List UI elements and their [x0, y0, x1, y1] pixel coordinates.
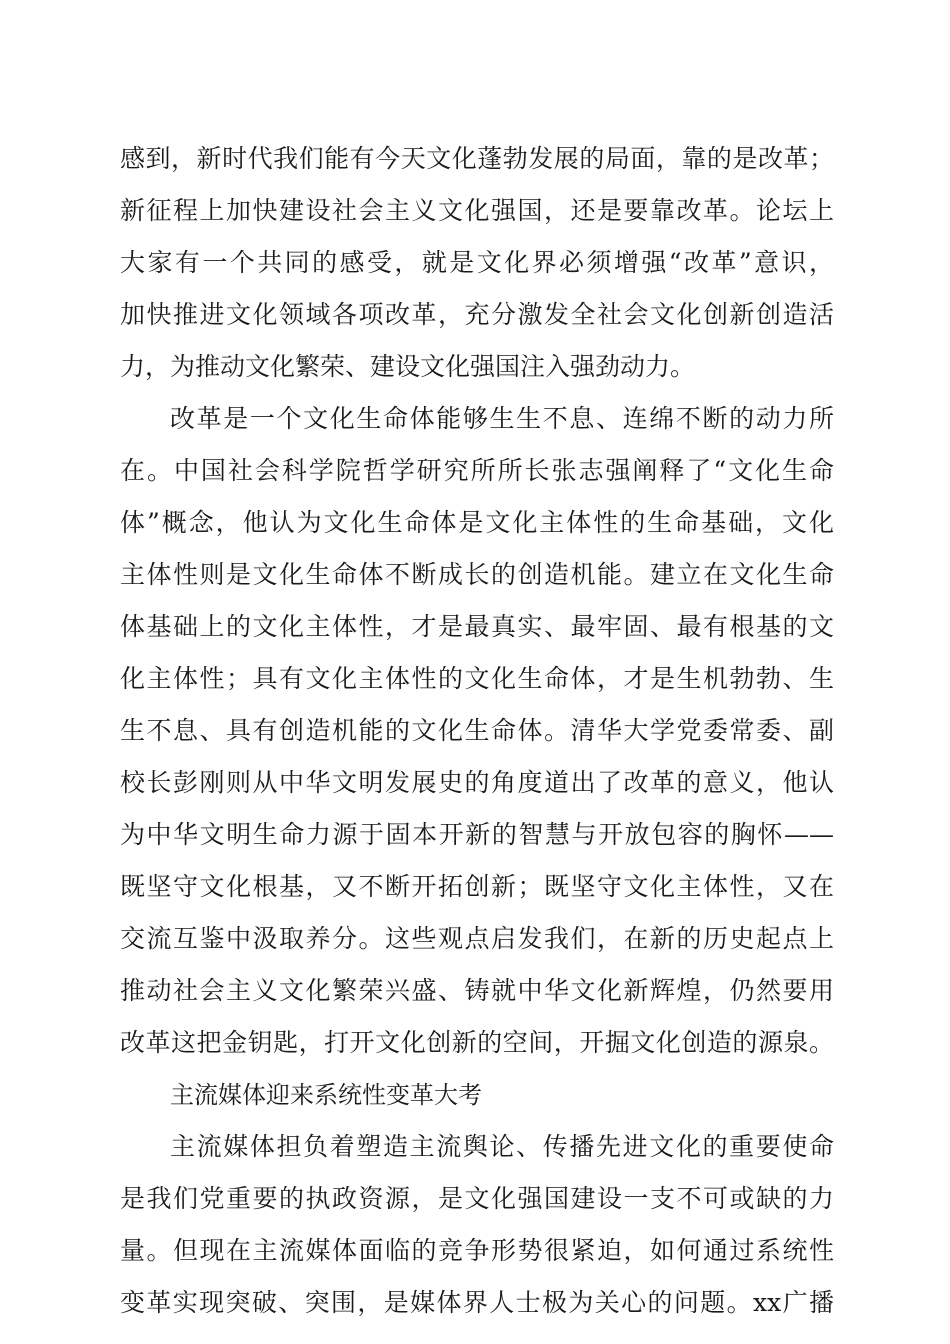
text-line: 为中华文明生命力源于固本开新的智慧与开放包容的胸怀—— — [120, 820, 834, 849]
text-line: 量。但现在主流媒体面临的竞争形势很紧迫，如何通过系统性 — [120, 1236, 834, 1265]
text-line: 校长彭刚则从中华文明发展史的角度道出了改革的意义，他认 — [120, 768, 834, 797]
text-line: 力，为推动文化繁荣、建设文化强国注入强劲动力。 — [120, 352, 696, 381]
paragraph-start-line: 改革是一个文化生命体能够生生不息、连绵不断的动力所 — [170, 404, 834, 433]
text-line: 体”概念，他认为文化生命体是文化主体性的生命基础，文化 — [120, 508, 834, 537]
text-line: 交流互鉴中汲取养分。这些观点启发我们，在新的历史起点上 — [120, 924, 834, 953]
text-line: 变革实现突破、突围，是媒体界人士极为关心的问题。xx广播 — [120, 1288, 834, 1317]
section-heading: 主流媒体迎来系统性变革大考 — [170, 1081, 482, 1109]
text-line: 体基础上的文化主体性，才是最真实、最牢固、最有根基的文 — [120, 612, 834, 641]
text-line: 加快推进文化领域各项改革，充分激发全社会文化创新创造活 — [120, 300, 834, 329]
text-line: 主体性则是文化生命体不断成长的创造机能。建立在文化生命 — [120, 560, 834, 589]
paragraph-start-line: 主流媒体担负着塑造主流舆论、传播先进文化的重要使命 — [170, 1132, 834, 1161]
text-line: 感到，新时代我们能有今天文化蓬勃发展的局面，靠的是改革； — [120, 144, 834, 173]
text-line: 生不息、具有创造机能的文化生命体。清华大学党委常委、副 — [120, 716, 834, 745]
text-line: 新征程上加快建设社会主义文化强国，还是要靠改革。论坛上 — [120, 196, 834, 225]
text-line: 既坚守文化根基，又不断开拓创新；既坚守文化主体性，又在 — [120, 872, 834, 901]
text-line: 化主体性；具有文化主体性的文化生命体，才是生机勃勃、生 — [120, 664, 834, 693]
text-line: 改革这把金钥匙，打开文化创新的空间，开掘文化创造的源泉。 — [120, 1028, 834, 1057]
text-line: 推动社会主义文化繁荣兴盛、铸就中华文化新辉煌，仍然要用 — [120, 976, 834, 1005]
text-line: 是我们党重要的执政资源，是文化强国建设一支不可或缺的力 — [120, 1184, 834, 1213]
text-line: 大家有一个共同的感受，就是文化界必须增强“改革”意识， — [120, 248, 834, 277]
text-line: 在。中国社会科学院哲学研究所所长张志强阐释了“文化生命 — [120, 456, 834, 485]
